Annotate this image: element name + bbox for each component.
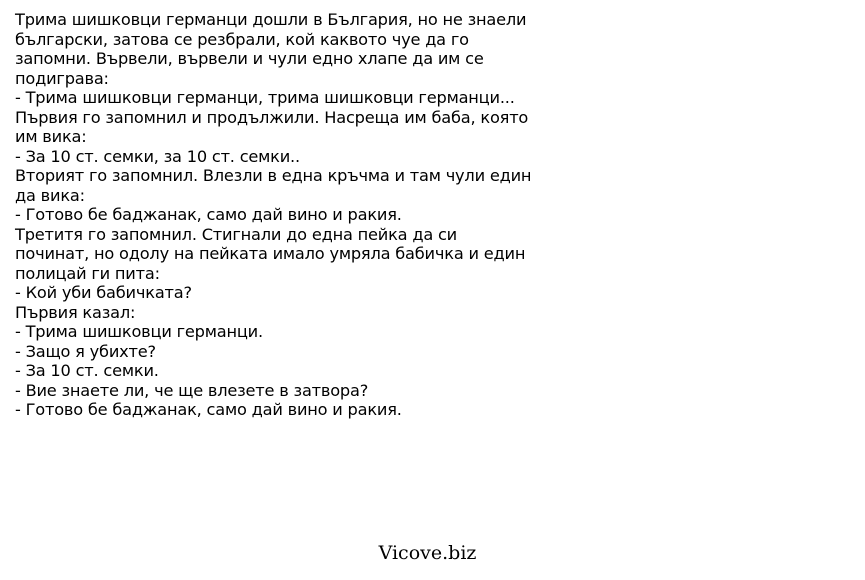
joke-line: български, затова се резбрали, кой каквото чуе да го xyxy=(15,29,469,49)
joke-line: запомни. Вървели, вървели и чули едно хлапе да им се xyxy=(15,49,484,68)
joke-line: - Защо я убихте? xyxy=(15,341,156,361)
joke-line: - Кой уби бабичката? xyxy=(15,283,192,302)
joke-line: - Готово бе баджанак, само дай вино и ракия. xyxy=(15,205,402,224)
joke-line: полицай ги пита: xyxy=(15,263,160,283)
joke-line: да вика: xyxy=(15,185,85,205)
joke-line: подиграва: xyxy=(15,68,109,88)
joke-line: - Готово бе баджанак, само дай вино и ракия. xyxy=(15,400,402,419)
joke-line: - За 10 ст. семки. xyxy=(15,361,159,380)
joke-line: - За 10 ст. семки, за 10 ст. семки.. xyxy=(15,146,300,166)
joke-text xyxy=(15,10,575,420)
joke-line: Третитя го запомнил. Стигнали до една пейка да си xyxy=(15,224,458,244)
joke-line: Трима шишковци германци дошли в България, но не знаели xyxy=(15,10,527,29)
joke-line: - Вие знаете ли, че ще влезете в затвора? xyxy=(15,380,369,400)
joke-line: Първия казал: xyxy=(15,302,136,322)
joke-line: Вторият го запомнил. Влезли в една кръчма и там чули един xyxy=(15,166,532,185)
joke-line: Първия го запомнил и продължили. Насреща им баба, която xyxy=(15,107,529,127)
joke-line: - Трима шишковци германци, трима шишковци германци... xyxy=(15,88,515,107)
joke-line: починат, но одолу на пейката имало умряла бабичка и един xyxy=(15,244,526,263)
joke-line: им вика: xyxy=(15,127,87,146)
joke-line: - Трима шишковци германци. xyxy=(15,322,263,341)
site-watermark: Vicove.biz xyxy=(378,542,477,564)
